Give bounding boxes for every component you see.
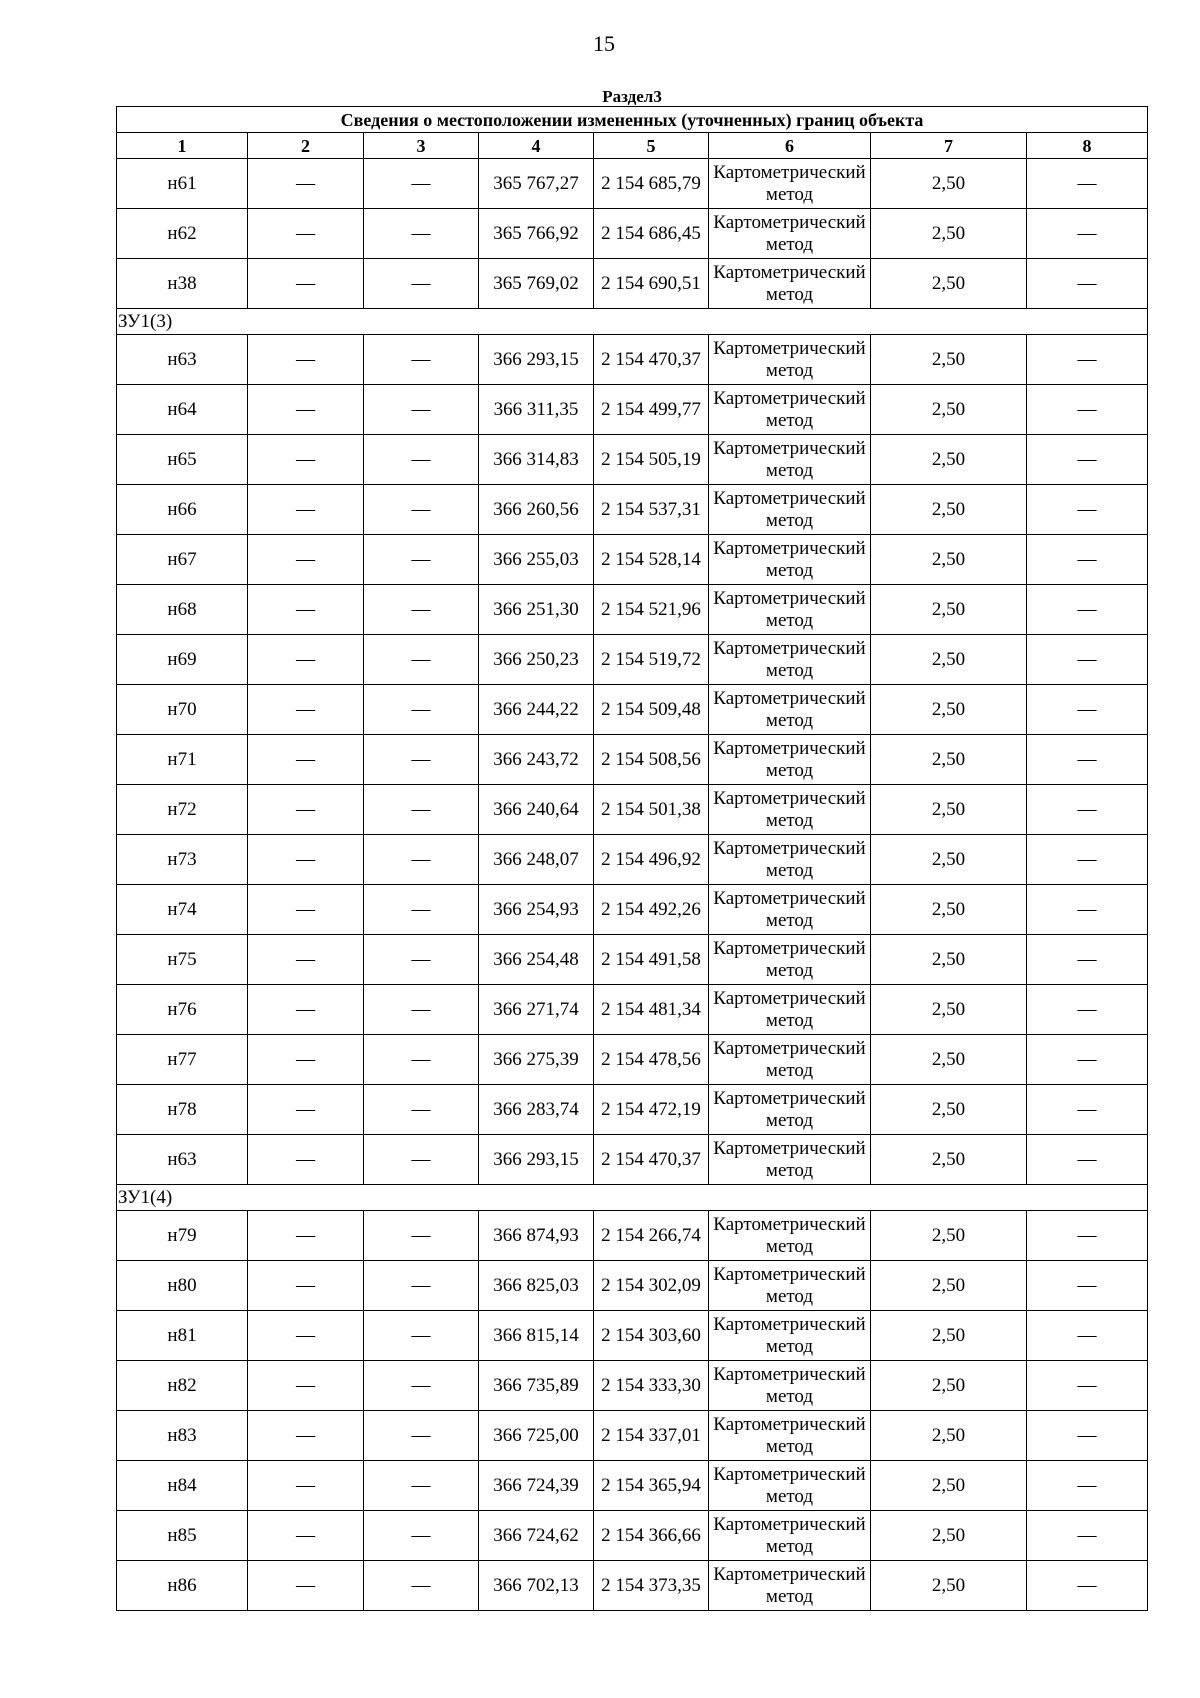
column-8-cell: — (1027, 1361, 1148, 1411)
table-row (117, 1411, 1148, 1461)
column-3-cell: — (364, 985, 479, 1035)
table-row (117, 209, 1148, 259)
y-coordinate-cell: 2 154 690,51 (594, 259, 709, 309)
column-2-cell: — (248, 1135, 364, 1185)
section-title: Раздел3 (117, 80, 1148, 107)
x-coordinate-cell: 366 293,15 (479, 1135, 594, 1185)
method-cell: Картометрический метод (709, 1511, 871, 1561)
column-3-cell: — (364, 1461, 479, 1511)
section-heading-row (117, 80, 1148, 107)
y-coordinate-cell: 2 154 508,56 (594, 735, 709, 785)
method-cell: Картометрический метод (709, 1085, 871, 1135)
column-8-cell: — (1027, 985, 1148, 1035)
x-coordinate-cell: 366 255,03 (479, 535, 594, 585)
point-number-cell: н86 (117, 1561, 248, 1611)
x-coordinate-cell: 366 293,15 (479, 335, 594, 385)
boundary-coordinates-table (116, 80, 1148, 1611)
column-8-cell: — (1027, 1035, 1148, 1085)
accuracy-cell: 2,50 (871, 735, 1027, 785)
parcel-group-label: ЗУ1(3) (117, 309, 1148, 335)
page-number: 15 (593, 31, 615, 56)
point-number-cell: н77 (117, 1035, 248, 1085)
column-3-cell: — (364, 1261, 479, 1311)
x-coordinate-cell: 366 271,74 (479, 985, 594, 1035)
accuracy-cell: 2,50 (871, 585, 1027, 635)
method-cell: Картометрический метод (709, 159, 871, 209)
x-coordinate-cell: 366 254,48 (479, 935, 594, 985)
method-cell: Картометрический метод (709, 585, 871, 635)
column-3-cell: — (364, 1511, 479, 1561)
point-number-cell: н80 (117, 1261, 248, 1311)
x-coordinate-cell: 366 283,74 (479, 1085, 594, 1135)
y-coordinate-cell: 2 154 481,34 (594, 985, 709, 1035)
method-cell: Картометрический метод (709, 485, 871, 535)
method-cell: Картометрический метод (709, 785, 871, 835)
column-8-cell: — (1027, 1135, 1148, 1185)
point-number-cell: н84 (117, 1461, 248, 1511)
column-8-cell: — (1027, 1211, 1148, 1261)
parcel-group-row (117, 1185, 1148, 1211)
column-8-cell: — (1027, 685, 1148, 735)
method-cell: Картометрический метод (709, 1561, 871, 1611)
y-coordinate-cell: 2 154 528,14 (594, 535, 709, 585)
column-2-cell: — (248, 1511, 364, 1561)
column-number: 1 (117, 133, 248, 159)
column-2-cell: — (248, 1561, 364, 1611)
column-8-cell: — (1027, 159, 1148, 209)
point-number-cell: н38 (117, 259, 248, 309)
method-cell: Картометрический метод (709, 735, 871, 785)
method-cell: Картометрический метод (709, 635, 871, 685)
table-row (117, 385, 1148, 435)
point-number-cell: н76 (117, 985, 248, 1035)
table-row (117, 735, 1148, 785)
method-cell: Картометрический метод (709, 1461, 871, 1511)
column-8-cell: — (1027, 435, 1148, 485)
y-coordinate-cell: 2 154 496,92 (594, 835, 709, 885)
method-cell: Картометрический метод (709, 435, 871, 485)
method-cell: Картометрический метод (709, 259, 871, 309)
column-2-cell: — (248, 259, 364, 309)
column-number-row (117, 133, 1148, 159)
column-8-cell: — (1027, 835, 1148, 885)
column-8-cell: — (1027, 1261, 1148, 1311)
point-number-cell: н71 (117, 735, 248, 785)
table-row (117, 685, 1148, 735)
y-coordinate-cell: 2 154 501,38 (594, 785, 709, 835)
table-row (117, 785, 1148, 835)
column-8-cell: — (1027, 1461, 1148, 1511)
table-row (117, 1261, 1148, 1311)
column-2-cell: — (248, 1461, 364, 1511)
column-3-cell: — (364, 259, 479, 309)
accuracy-cell: 2,50 (871, 1561, 1027, 1611)
accuracy-cell: 2,50 (871, 1135, 1027, 1185)
y-coordinate-cell: 2 154 491,58 (594, 935, 709, 985)
column-2-cell: — (248, 1411, 364, 1461)
column-8-cell: — (1027, 335, 1148, 385)
column-2-cell: — (248, 159, 364, 209)
column-2-cell: — (248, 1261, 364, 1311)
method-cell: Картометрический метод (709, 885, 871, 935)
table-title-row (117, 107, 1148, 133)
accuracy-cell: 2,50 (871, 259, 1027, 309)
y-coordinate-cell: 2 154 492,26 (594, 885, 709, 935)
point-number-cell: н72 (117, 785, 248, 835)
accuracy-cell: 2,50 (871, 535, 1027, 585)
x-coordinate-cell: 366 260,56 (479, 485, 594, 535)
accuracy-cell: 2,50 (871, 935, 1027, 985)
accuracy-cell: 2,50 (871, 335, 1027, 385)
column-8-cell: — (1027, 209, 1148, 259)
x-coordinate-cell: 365 769,02 (479, 259, 594, 309)
method-cell: Картометрический метод (709, 1361, 871, 1411)
parcel-group-label: ЗУ1(4) (117, 1185, 1148, 1211)
table-row (117, 1035, 1148, 1085)
x-coordinate-cell: 366 724,62 (479, 1511, 594, 1561)
point-number-cell: н67 (117, 535, 248, 585)
y-coordinate-cell: 2 154 303,60 (594, 1311, 709, 1361)
column-2-cell: — (248, 435, 364, 485)
column-3-cell: — (364, 435, 479, 485)
column-8-cell: — (1027, 1411, 1148, 1461)
x-coordinate-cell: 366 250,23 (479, 635, 594, 685)
accuracy-cell: 2,50 (871, 835, 1027, 885)
column-8-cell: — (1027, 585, 1148, 635)
column-2-cell: — (248, 685, 364, 735)
table-title: Сведения о местоположении измененных (уточненных) границ объекта (117, 107, 1148, 133)
column-2-cell: — (248, 335, 364, 385)
x-coordinate-cell: 365 767,27 (479, 159, 594, 209)
y-coordinate-cell: 2 154 302,09 (594, 1261, 709, 1311)
y-coordinate-cell: 2 154 373,35 (594, 1561, 709, 1611)
column-8-cell: — (1027, 785, 1148, 835)
method-cell: Картометрический метод (709, 935, 871, 985)
column-8-cell: — (1027, 735, 1148, 785)
point-number-cell: н81 (117, 1311, 248, 1361)
table-row (117, 159, 1148, 209)
point-number-cell: н64 (117, 385, 248, 435)
accuracy-cell: 2,50 (871, 1211, 1027, 1261)
x-coordinate-cell: 366 825,03 (479, 1261, 594, 1311)
table-row (117, 1361, 1148, 1411)
table-row (117, 1135, 1148, 1185)
x-coordinate-cell: 366 735,89 (479, 1361, 594, 1411)
method-cell: Картометрический метод (709, 209, 871, 259)
column-2-cell: — (248, 935, 364, 985)
x-coordinate-cell: 366 874,93 (479, 1211, 594, 1261)
accuracy-cell: 2,50 (871, 985, 1027, 1035)
point-number-cell: н66 (117, 485, 248, 535)
table-row (117, 335, 1148, 385)
column-2-cell: — (248, 1211, 364, 1261)
y-coordinate-cell: 2 154 509,48 (594, 685, 709, 735)
method-cell: Картометрический метод (709, 1035, 871, 1085)
y-coordinate-cell: 2 154 478,56 (594, 1035, 709, 1085)
accuracy-cell: 2,50 (871, 635, 1027, 685)
x-coordinate-cell: 366 275,39 (479, 1035, 594, 1085)
accuracy-cell: 2,50 (871, 785, 1027, 835)
table-row (117, 1561, 1148, 1611)
column-2-cell: — (248, 835, 364, 885)
method-cell: Картометрический метод (709, 535, 871, 585)
y-coordinate-cell: 2 154 333,30 (594, 1361, 709, 1411)
table-row (117, 835, 1148, 885)
parcel-group-row (117, 309, 1148, 335)
accuracy-cell: 2,50 (871, 1361, 1027, 1411)
x-coordinate-cell: 366 254,93 (479, 885, 594, 935)
column-number: 2 (248, 133, 364, 159)
column-2-cell: — (248, 885, 364, 935)
column-3-cell: — (364, 935, 479, 985)
accuracy-cell: 2,50 (871, 485, 1027, 535)
point-number-cell: н79 (117, 1211, 248, 1261)
accuracy-cell: 2,50 (871, 1261, 1027, 1311)
column-3-cell: — (364, 835, 479, 885)
point-number-cell: н68 (117, 585, 248, 635)
column-8-cell: — (1027, 635, 1148, 685)
column-3-cell: — (364, 585, 479, 635)
column-3-cell: — (364, 1561, 479, 1611)
accuracy-cell: 2,50 (871, 209, 1027, 259)
column-3-cell: — (364, 1085, 479, 1135)
accuracy-cell: 2,50 (871, 1411, 1027, 1461)
y-coordinate-cell: 2 154 521,96 (594, 585, 709, 635)
y-coordinate-cell: 2 154 505,19 (594, 435, 709, 485)
point-number-cell: н63 (117, 1135, 248, 1185)
column-2-cell: — (248, 635, 364, 685)
point-number-cell: н83 (117, 1411, 248, 1461)
x-coordinate-cell: 366 815,14 (479, 1311, 594, 1361)
column-2-cell: — (248, 1035, 364, 1085)
column-3-cell: — (364, 209, 479, 259)
x-coordinate-cell: 366 240,64 (479, 785, 594, 835)
column-3-cell: — (364, 735, 479, 785)
point-number-cell: н63 (117, 335, 248, 385)
y-coordinate-cell: 2 154 499,77 (594, 385, 709, 435)
method-cell: Картометрический метод (709, 1311, 871, 1361)
column-3-cell: — (364, 159, 479, 209)
column-3-cell: — (364, 1135, 479, 1185)
column-8-cell: — (1027, 1085, 1148, 1135)
y-coordinate-cell: 2 154 470,37 (594, 335, 709, 385)
table-row (117, 1461, 1148, 1511)
table-row (117, 259, 1148, 309)
method-cell: Картометрический метод (709, 1135, 871, 1185)
y-coordinate-cell: 2 154 685,79 (594, 159, 709, 209)
column-2-cell: — (248, 1361, 364, 1411)
y-coordinate-cell: 2 154 537,31 (594, 485, 709, 535)
x-coordinate-cell: 365 766,92 (479, 209, 594, 259)
column-3-cell: — (364, 1211, 479, 1261)
column-8-cell: — (1027, 1311, 1148, 1361)
column-2-cell: — (248, 535, 364, 585)
column-3-cell: — (364, 885, 479, 935)
y-coordinate-cell: 2 154 366,66 (594, 1511, 709, 1561)
point-number-cell: н62 (117, 209, 248, 259)
table-row (117, 985, 1148, 1035)
table-row (117, 585, 1148, 635)
accuracy-cell: 2,50 (871, 435, 1027, 485)
column-2-cell: — (248, 735, 364, 785)
accuracy-cell: 2,50 (871, 1511, 1027, 1561)
point-number-cell: н78 (117, 1085, 248, 1135)
point-number-cell: н74 (117, 885, 248, 935)
y-coordinate-cell: 2 154 266,74 (594, 1211, 709, 1261)
y-coordinate-cell: 2 154 472,19 (594, 1085, 709, 1135)
x-coordinate-cell: 366 702,13 (479, 1561, 594, 1611)
point-number-cell: н82 (117, 1361, 248, 1411)
table-body (117, 80, 1148, 1611)
x-coordinate-cell: 366 248,07 (479, 835, 594, 885)
table-row (117, 635, 1148, 685)
accuracy-cell: 2,50 (871, 159, 1027, 209)
table-row (117, 935, 1148, 985)
column-number: 8 (1027, 133, 1148, 159)
method-cell: Картометрический метод (709, 1211, 871, 1261)
column-8-cell: — (1027, 485, 1148, 535)
column-3-cell: — (364, 1411, 479, 1461)
method-cell: Картометрический метод (709, 385, 871, 435)
column-3-cell: — (364, 1311, 479, 1361)
x-coordinate-cell: 366 244,22 (479, 685, 594, 735)
column-2-cell: — (248, 985, 364, 1035)
table-row (117, 1211, 1148, 1261)
column-number: 5 (594, 133, 709, 159)
y-coordinate-cell: 2 154 470,37 (594, 1135, 709, 1185)
method-cell: Картометрический метод (709, 685, 871, 735)
column-3-cell: — (364, 1035, 479, 1085)
table-row (117, 435, 1148, 485)
point-number-cell: н69 (117, 635, 248, 685)
table-row (117, 885, 1148, 935)
point-number-cell: н73 (117, 835, 248, 885)
column-3-cell: — (364, 635, 479, 685)
method-cell: Картометрический метод (709, 985, 871, 1035)
column-8-cell: — (1027, 385, 1148, 435)
column-3-cell: — (364, 485, 479, 535)
column-2-cell: — (248, 209, 364, 259)
point-number-cell: н65 (117, 435, 248, 485)
point-number-cell: н75 (117, 935, 248, 985)
x-coordinate-cell: 366 725,00 (479, 1411, 594, 1461)
accuracy-cell: 2,50 (871, 385, 1027, 435)
column-3-cell: — (364, 1361, 479, 1411)
y-coordinate-cell: 2 154 337,01 (594, 1411, 709, 1461)
x-coordinate-cell: 366 311,35 (479, 385, 594, 435)
column-8-cell: — (1027, 935, 1148, 985)
column-8-cell: — (1027, 1511, 1148, 1561)
accuracy-cell: 2,50 (871, 885, 1027, 935)
column-2-cell: — (248, 385, 364, 435)
column-2-cell: — (248, 485, 364, 535)
y-coordinate-cell: 2 154 686,45 (594, 209, 709, 259)
column-8-cell: — (1027, 1561, 1148, 1611)
method-cell: Картометрический метод (709, 1261, 871, 1311)
column-8-cell: — (1027, 885, 1148, 935)
table-row (117, 485, 1148, 535)
x-coordinate-cell: 366 243,72 (479, 735, 594, 785)
column-number: 7 (871, 133, 1027, 159)
column-8-cell: — (1027, 259, 1148, 309)
column-8-cell: — (1027, 535, 1148, 585)
column-2-cell: — (248, 585, 364, 635)
column-2-cell: — (248, 1311, 364, 1361)
column-number: 4 (479, 133, 594, 159)
point-number-cell: н70 (117, 685, 248, 735)
column-3-cell: — (364, 385, 479, 435)
column-number: 3 (364, 133, 479, 159)
table-row (117, 535, 1148, 585)
point-number-cell: н61 (117, 159, 248, 209)
accuracy-cell: 2,50 (871, 1035, 1027, 1085)
table-row (117, 1511, 1148, 1561)
column-3-cell: — (364, 535, 479, 585)
method-cell: Картометрический метод (709, 1411, 871, 1461)
method-cell: Картометрический метод (709, 835, 871, 885)
table-row (117, 1085, 1148, 1135)
x-coordinate-cell: 366 251,30 (479, 585, 594, 635)
x-coordinate-cell: 366 314,83 (479, 435, 594, 485)
y-coordinate-cell: 2 154 365,94 (594, 1461, 709, 1511)
method-cell: Картометрический метод (709, 335, 871, 385)
table-row (117, 1311, 1148, 1361)
column-3-cell: — (364, 785, 479, 835)
y-coordinate-cell: 2 154 519,72 (594, 635, 709, 685)
column-2-cell: — (248, 785, 364, 835)
column-3-cell: — (364, 335, 479, 385)
accuracy-cell: 2,50 (871, 1085, 1027, 1135)
point-number-cell: н85 (117, 1511, 248, 1561)
accuracy-cell: 2,50 (871, 1461, 1027, 1511)
column-number: 6 (709, 133, 871, 159)
column-3-cell: — (364, 685, 479, 735)
column-2-cell: — (248, 1085, 364, 1135)
accuracy-cell: 2,50 (871, 1311, 1027, 1361)
accuracy-cell: 2,50 (871, 685, 1027, 735)
x-coordinate-cell: 366 724,39 (479, 1461, 594, 1511)
